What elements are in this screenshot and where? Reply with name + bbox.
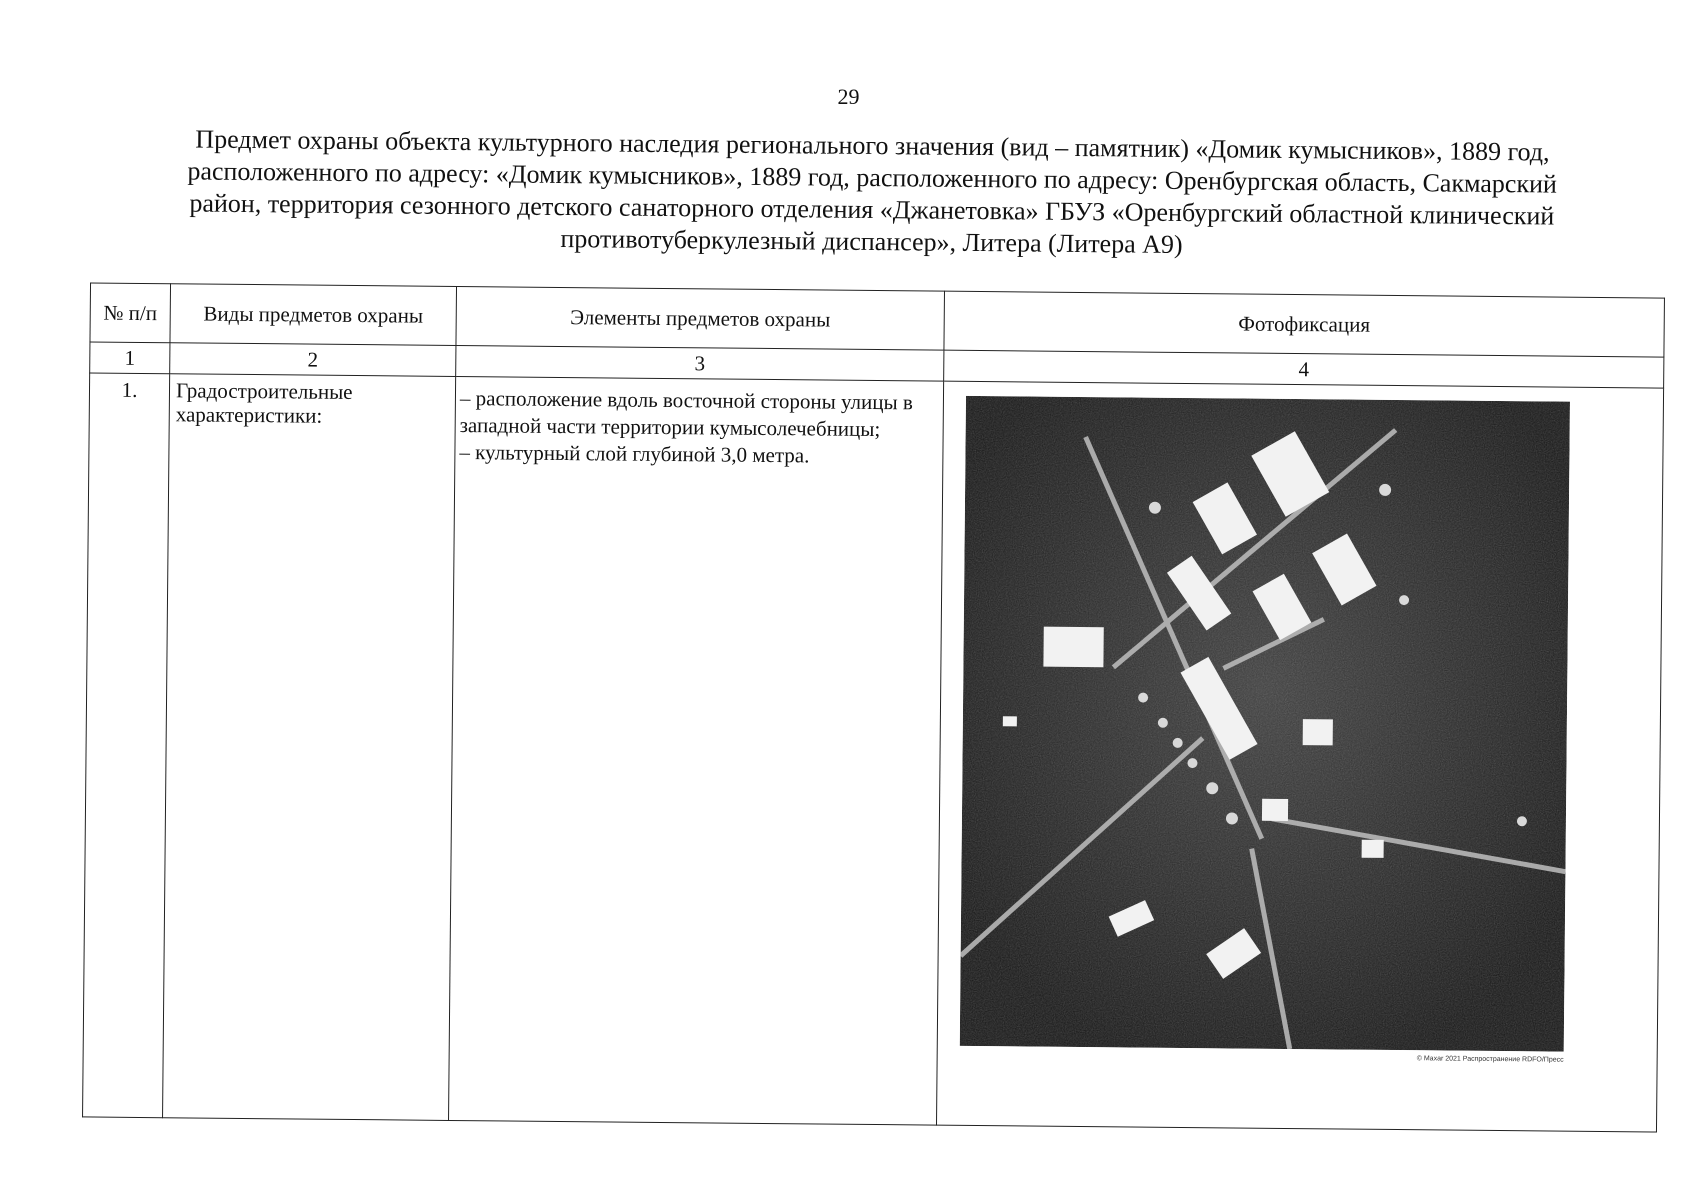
row-number: 1. [83,373,170,1118]
row-protection-type: Градостроительные характеристики: [163,374,456,1121]
element-item-1: – расположение вдоль восточной стороны улицы в западной части территории кумысолечебницы; [459,386,913,442]
column-number-1: 1 [90,342,170,374]
header-protection-elements: Элементы предметов охраны [456,286,945,350]
title-line-4: противотуберкулезный диспансер», Литера (Литера А9) [560,224,1183,259]
row-photo-cell [936,381,1663,1132]
title-line-3: район, территория сезонного детского санаторного отделения «Джанетовка» ГБУЗ «Оренбургский областной клинический [189,188,1555,231]
column-number-4: 4 [944,350,1664,388]
element-item-2: – культурный слой глубиной 3,0 метра. [459,440,810,468]
column-number-3: 3 [456,345,944,381]
row-protection-elements [449,376,944,1125]
aerial-photo-icon [960,396,1570,1052]
header-photo: Фотофиксация [944,291,1665,357]
document-title [111,123,1632,266]
protection-table [82,282,1665,1132]
protection-table-wrapper [82,282,1664,1132]
table-row [83,373,1664,1132]
header-number: № п/п [90,283,171,343]
aerial-photo [960,396,1570,1064]
page-number: 29 [837,84,860,109]
header-protection-types: Виды предметов охраны [170,284,457,346]
title-line-1: Предмет охраны объекта культурного наследия регионального значения (вид – памятник) «Домик кумысников», 1889 год, [195,124,1550,167]
photo-credit: © Maxar 2021 Распространение RDFO/Пресс [1416,1055,1564,1064]
title-line-2: расположенного по адресу: «Домик кумысников», 1889 год, расположенного по адресу: Оренбургская область, Сакмарский [187,156,1558,199]
column-number-2: 2 [170,343,456,377]
